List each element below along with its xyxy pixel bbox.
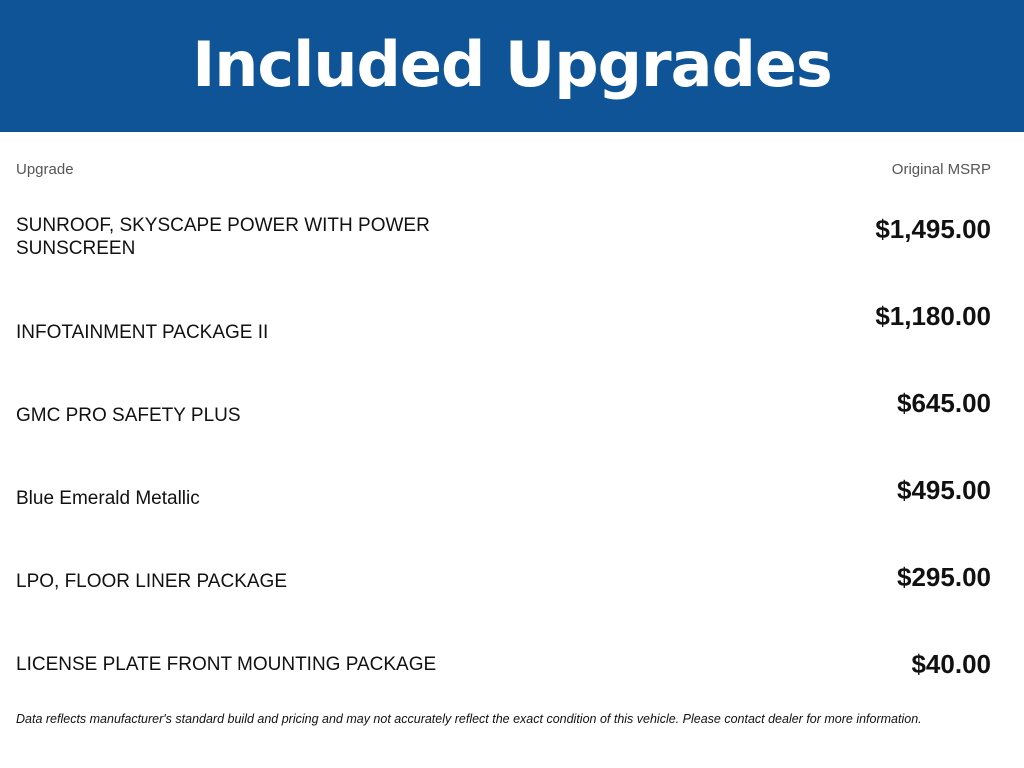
table-row	[0, 562, 1024, 642]
upgrade-price: $1,495.00	[875, 214, 991, 244]
column-header-upgrade: Upgrade	[16, 161, 74, 178]
header-banner	[0, 0, 1024, 132]
upgrade-name: SUNROOF, SKYSCAPE POWER WITH POWER SUNSCREEN	[16, 215, 430, 259]
upgrade-name: Blue Emerald Metallic	[16, 488, 200, 509]
page-title: Included Upgrades	[192, 27, 832, 101]
disclaimer-text: Data reflects manufacturer's standard build and pricing and may not accurately reflect the exact condition of this vehicle. Please contact dealer for more information.	[16, 712, 922, 726]
table-row	[0, 301, 1024, 381]
upgrade-name: GMC PRO SAFETY PLUS	[16, 405, 241, 426]
upgrade-price: $495.00	[897, 475, 991, 505]
table-row	[0, 475, 1024, 555]
upgrade-name: INFOTAINMENT PACKAGE II	[16, 322, 269, 343]
upgrade-price: $1,180.00	[875, 301, 991, 331]
column-header-msrp: Original MSRP	[891, 161, 991, 178]
upgrade-price: $295.00	[897, 562, 991, 592]
upgrade-name: LPO, FLOOR LINER PACKAGE	[16, 571, 288, 592]
table-row	[0, 214, 1024, 294]
upgrade-price: $40.00	[911, 649, 991, 679]
upgrade-price: $645.00	[897, 388, 991, 418]
upgrade-name: LICENSE PLATE FRONT MOUNTING PACKAGE	[16, 654, 437, 675]
table-row	[0, 388, 1024, 468]
